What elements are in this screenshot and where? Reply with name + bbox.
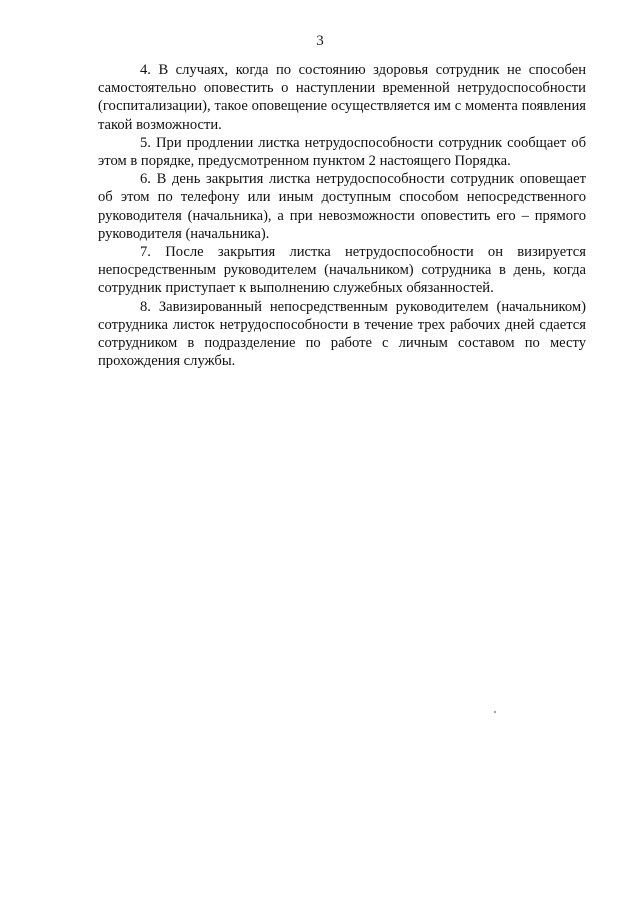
paragraph-6: 6. В день закрытия листка нетрудоспособности сотрудник оповещает об этом по телефону или иным доступным способом непосредственного руководителя (начальника), а при невозможности оповестить его – прямого руководителя (начальника). bbox=[98, 171, 586, 242]
paragraph-5: 5. При продлении листка нетрудоспособности сотрудник сообщает об этом в порядке, предусмотренном пунктом 2 настоящего Порядка. bbox=[98, 134, 586, 170]
paragraph-7: 7. После закрытия листка нетрудоспособности он визируется непосредственным руководителем (начальником) сотрудника в день, когда сотрудник приступает к выполнению служебных обязанностей. bbox=[98, 244, 586, 297]
paragraph-4: 4. В случаях, когда по состоянию здоровья сотрудник не способен самостоятельно оповестить о наступлении временной нетрудоспособности (госпитализации), такое оповещение осуществляется им с момента появления такой возможности. bbox=[98, 62, 586, 133]
paragraph-8: 8. Завизированный непосредственным руководителем (начальником) сотрудника листок нетрудоспособности в течение трех рабочих дней сдается сотрудником в подразделение по работе с личным составом по месту прохождения службы. bbox=[98, 298, 586, 370]
scan-speck bbox=[494, 711, 496, 713]
document-body bbox=[98, 61, 586, 370]
page-number: 3 bbox=[316, 33, 324, 49]
